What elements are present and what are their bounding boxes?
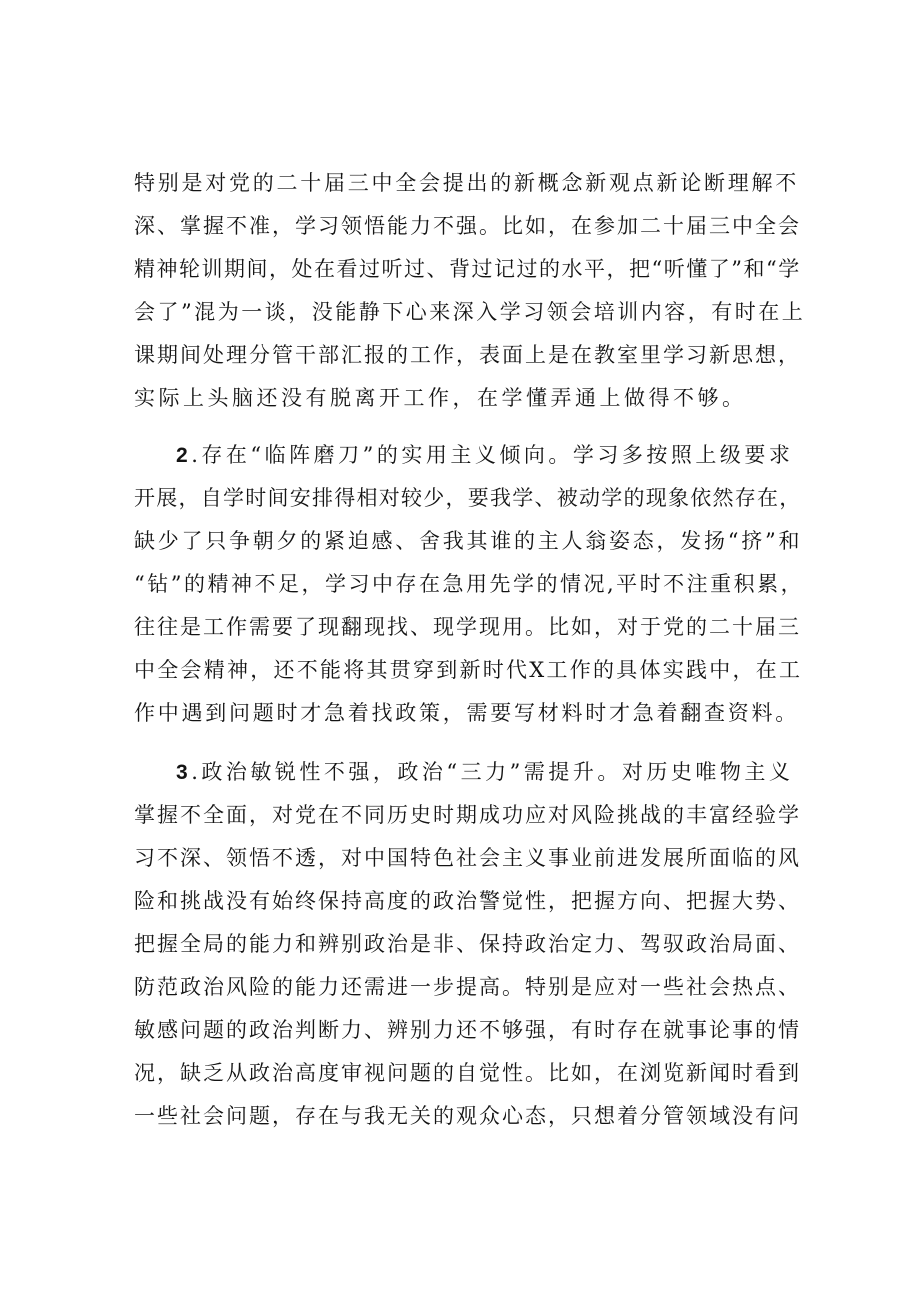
paragraph-number: 3 — [176, 761, 192, 784]
text-line: 一些社会问题，存在与我无关的观众心态，只想着分管领域没有问 — [134, 1104, 801, 1128]
text-line: 往往是工作需要了现翻现找、现学现用。比如，对于党的二十届三 — [134, 615, 801, 639]
text-line: 会了”混为一谈，没能静下心来深入学习领会培训内容，有时在上 — [134, 300, 806, 324]
paragraph-first-line — [176, 440, 804, 471]
paragraph-number: 2 — [176, 444, 192, 467]
text-line: 实际上头脑还没有脱离开工作，在学懂弄通上做得不够。 — [134, 386, 747, 410]
text-line: 深、掌握不准，学习领悟能力不强。比如，在参加二十届三中全会 — [134, 214, 801, 238]
text-line: 课期间处理分管干部汇报的工作，表面上是在教室里学习新思想， — [134, 343, 801, 367]
text-line: 缺少了只争朝夕的紧迫感、舍我其谁的主人翁姿态，发扬“挤”和 — [134, 529, 803, 553]
text-line: .政治敏锐性不强，政治“三力”需提升。对历史唯物主义 — [191, 760, 794, 784]
text-line: 作中遇到问题时才急着找政策，需要写材料时才急着翻查资料。 — [134, 701, 799, 725]
text-line: 开展，自学时间安排得相对较少，要我学、被动学的现象依然存在， — [134, 486, 802, 510]
text-line: 把握全局的能力和辨别政治是非、保持政治定力、驾驭政治局面、 — [134, 932, 801, 956]
text-line: 险和挑战没有始终保持高度的政治警觉性，把握方向、把握大势、 — [134, 889, 801, 913]
text-line: “钻”的精神不足，学习中存在急用先学的情况,平时不注重积累， — [134, 572, 805, 596]
text-line: 敏感问题的政治判断力、辨别力还不够强，有时存在就事论事的情 — [134, 1018, 801, 1042]
text-line: 精神轮训期间，处在看过听过、背过记过的水平，把“听懂了”和“学 — [134, 257, 801, 281]
text-line: 掌握不全面，对党在不同历史时期成功应对风险挑战的丰富经验学 — [134, 803, 801, 827]
text-line: 防范政治风险的能力还需进一步提高。特别是应对一些社会热点、 — [134, 975, 801, 999]
paragraph-first-line — [176, 757, 804, 788]
text-line: 中全会精神，还不能将其贯穿到新时代X工作的具体实践中，在工 — [134, 658, 803, 682]
text-line: 况，缺乏从政治高度审视问题的自觉性。比如，在浏览新闻时看到 — [134, 1061, 801, 1085]
text-line: 习不深、领悟不透，对中国特色社会主义事业前进发展所面临的风 — [134, 846, 801, 870]
text-line: .存在“临阵磨刀”的实用主义倾向。学习多按照上级要求 — [191, 443, 794, 467]
text-line: 特别是对党的二十届三中全会提出的新概念新观点新论断理解不 — [134, 171, 799, 195]
